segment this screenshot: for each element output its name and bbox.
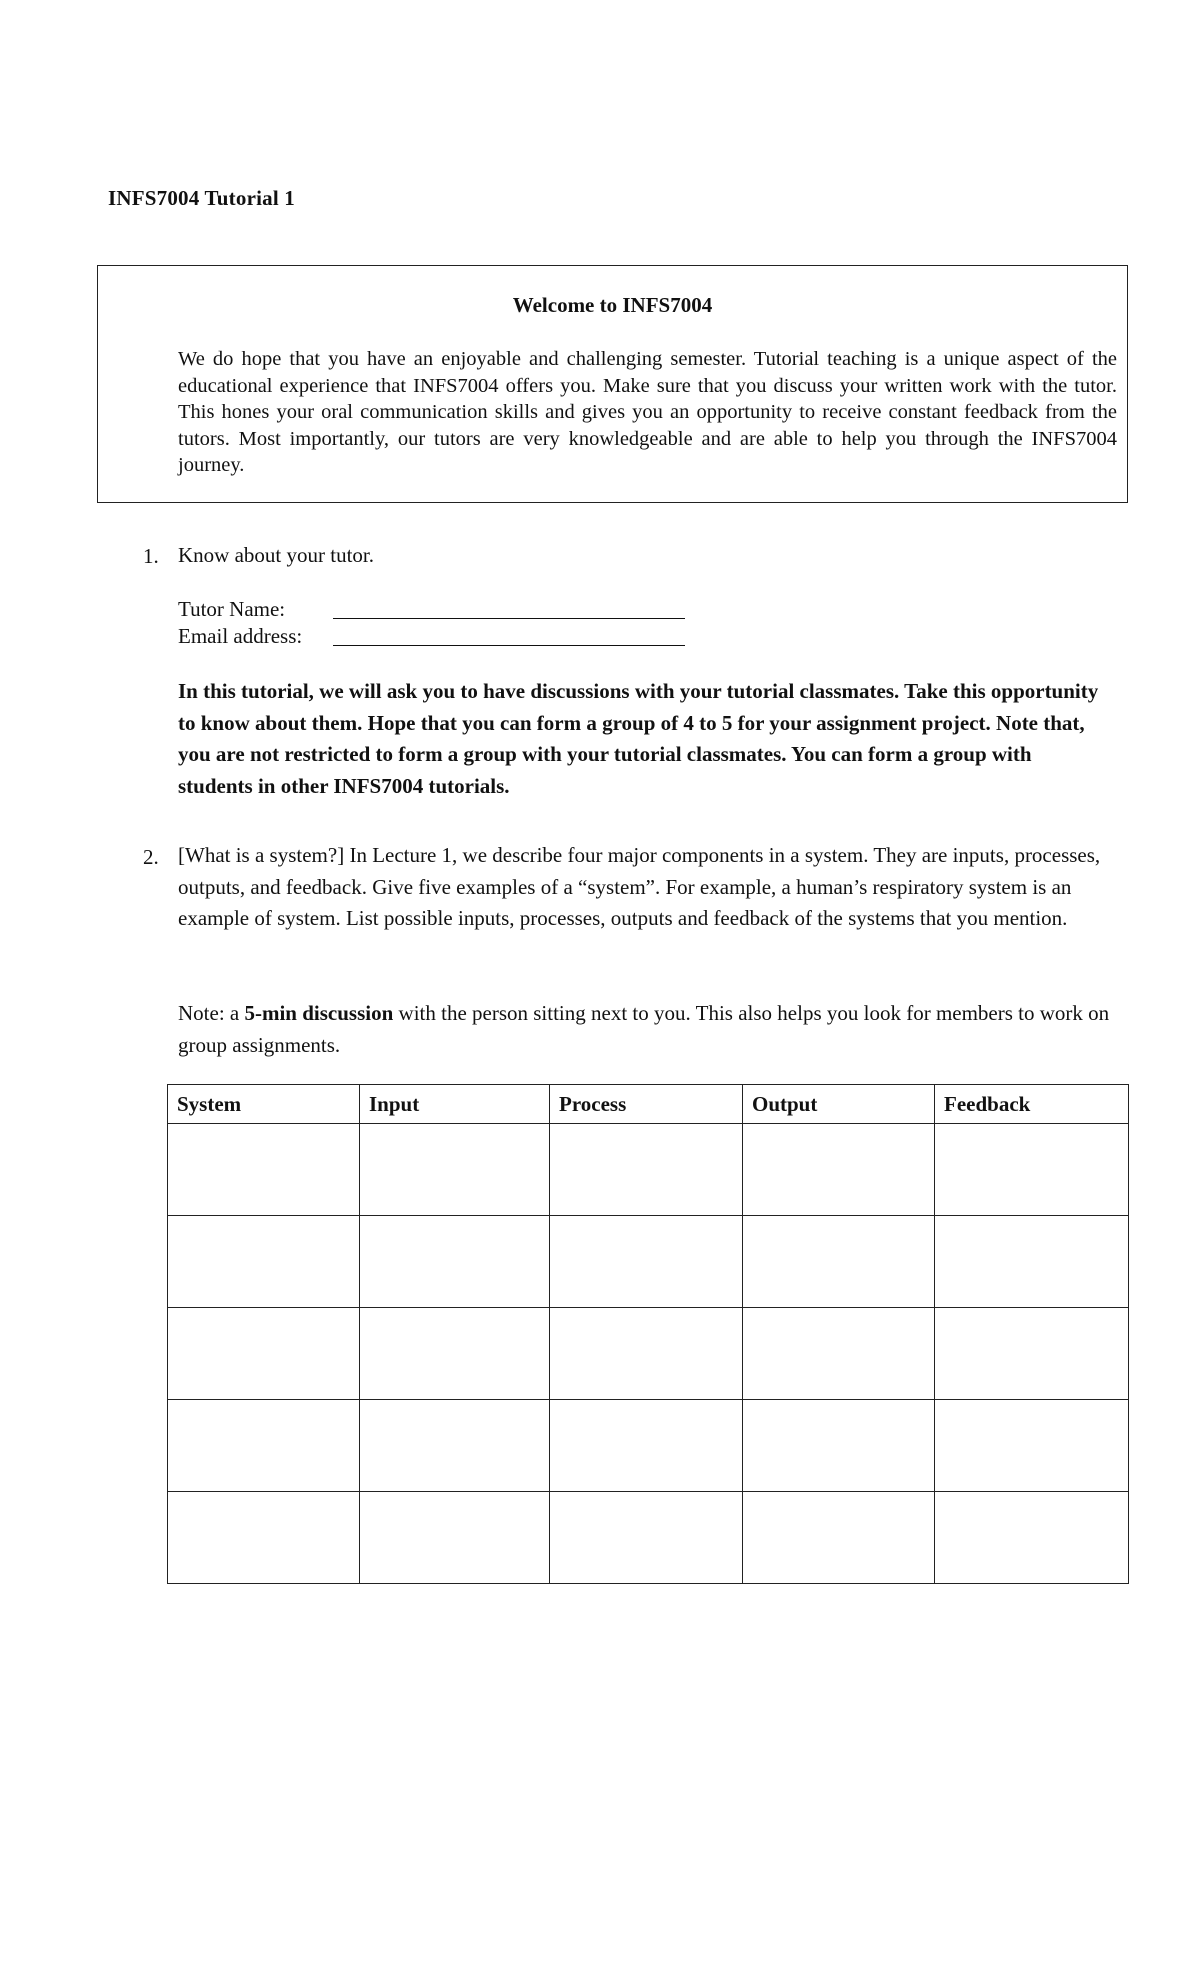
- table-cell[interactable]: [360, 1124, 550, 1216]
- column-header-system: System: [168, 1085, 360, 1124]
- column-header-process: Process: [550, 1085, 743, 1124]
- column-header-feedback: Feedback: [935, 1085, 1129, 1124]
- document-title: INFS7004 Tutorial 1: [108, 186, 296, 210]
- group-formation-note: In this tutorial, we will ask you to have discussions with your tutorial classmates. Take this opportunity to know about them. Hope that you can form a group of 4 to 5 for your assignment project. Note that, you are not restricted to form a group with your tutorial classmates. You can form a group with students in other INFS7004 tutorials.: [178, 679, 1099, 798]
- table-cell[interactable]: [360, 1216, 550, 1308]
- email-address-label: Email address:: [178, 624, 303, 648]
- table-cell[interactable]: [550, 1308, 743, 1400]
- table-row: [168, 1124, 1129, 1216]
- tutor-name-label: Tutor Name:: [178, 597, 286, 621]
- table-cell[interactable]: [168, 1308, 360, 1400]
- table-cell[interactable]: [550, 1400, 743, 1492]
- table-cell[interactable]: [550, 1216, 743, 1308]
- table-row: [168, 1492, 1129, 1584]
- table-cell[interactable]: [550, 1124, 743, 1216]
- email-address-field[interactable]: [333, 645, 685, 646]
- discussion-note-prefix: Note: a: [178, 1001, 245, 1025]
- table-row: [168, 1216, 1129, 1308]
- table-cell[interactable]: [743, 1492, 935, 1584]
- table-cell[interactable]: [935, 1308, 1129, 1400]
- table-cell[interactable]: [168, 1492, 360, 1584]
- question-1-number: 1.: [143, 544, 159, 568]
- welcome-heading: Welcome to INFS7004: [512, 293, 713, 317]
- table-cell[interactable]: [743, 1400, 935, 1492]
- table-row: [168, 1400, 1129, 1492]
- discussion-note: [178, 998, 1118, 1061]
- table-cell[interactable]: [935, 1492, 1129, 1584]
- welcome-box: [97, 265, 1128, 503]
- question-2-text: [What is a system?] In Lecture 1, we describe four major components in a system. They are inputs, processes, outputs, and feedback. Give five examples of a “system”. For example, a human’s respiratory system is an example of system. List possible inputs, processes, outputs and feedback of the systems that you mention.: [178, 843, 1101, 930]
- system-components-table: [167, 1084, 1129, 1584]
- table-cell[interactable]: [168, 1216, 360, 1308]
- column-header-input: Input: [360, 1085, 550, 1124]
- table-cell[interactable]: [168, 1400, 360, 1492]
- table-cell[interactable]: [550, 1492, 743, 1584]
- tutor-name-field[interactable]: [333, 618, 685, 619]
- table-row: [168, 1308, 1129, 1400]
- table-cell[interactable]: [743, 1124, 935, 1216]
- discussion-note-duration: 5-min discussion: [244, 1001, 394, 1025]
- table-cell[interactable]: [935, 1216, 1129, 1308]
- table-cell[interactable]: [360, 1492, 550, 1584]
- table-cell[interactable]: [935, 1124, 1129, 1216]
- table-cell[interactable]: [168, 1124, 360, 1216]
- table-header-row: [168, 1085, 1129, 1124]
- table-cell[interactable]: [360, 1308, 550, 1400]
- table-cell[interactable]: [743, 1308, 935, 1400]
- question-2-number: 2.: [143, 845, 159, 869]
- table-cell[interactable]: [935, 1400, 1129, 1492]
- table-cell[interactable]: [743, 1216, 935, 1308]
- column-header-output: Output: [743, 1085, 935, 1124]
- table-cell[interactable]: [360, 1400, 550, 1492]
- question-1-text: Know about your tutor.: [178, 543, 374, 567]
- discussion-note-suffix: with the person sitting next to you. This also helps you look for members to work on group assignments.: [178, 1001, 1110, 1057]
- welcome-body: We do hope that you have an enjoyable and challenging semester. Tutorial teaching is a unique aspect of the educational experience that INFS7004 offers you. Make sure that you discuss your written work with the tutor. This hones your oral communication skills and gives you an opportunity to receive constant feedback from the tutors. Most importantly, our tutors are very knowledgeable and are able to help you through the INFS7004 journey.: [178, 348, 1117, 476]
